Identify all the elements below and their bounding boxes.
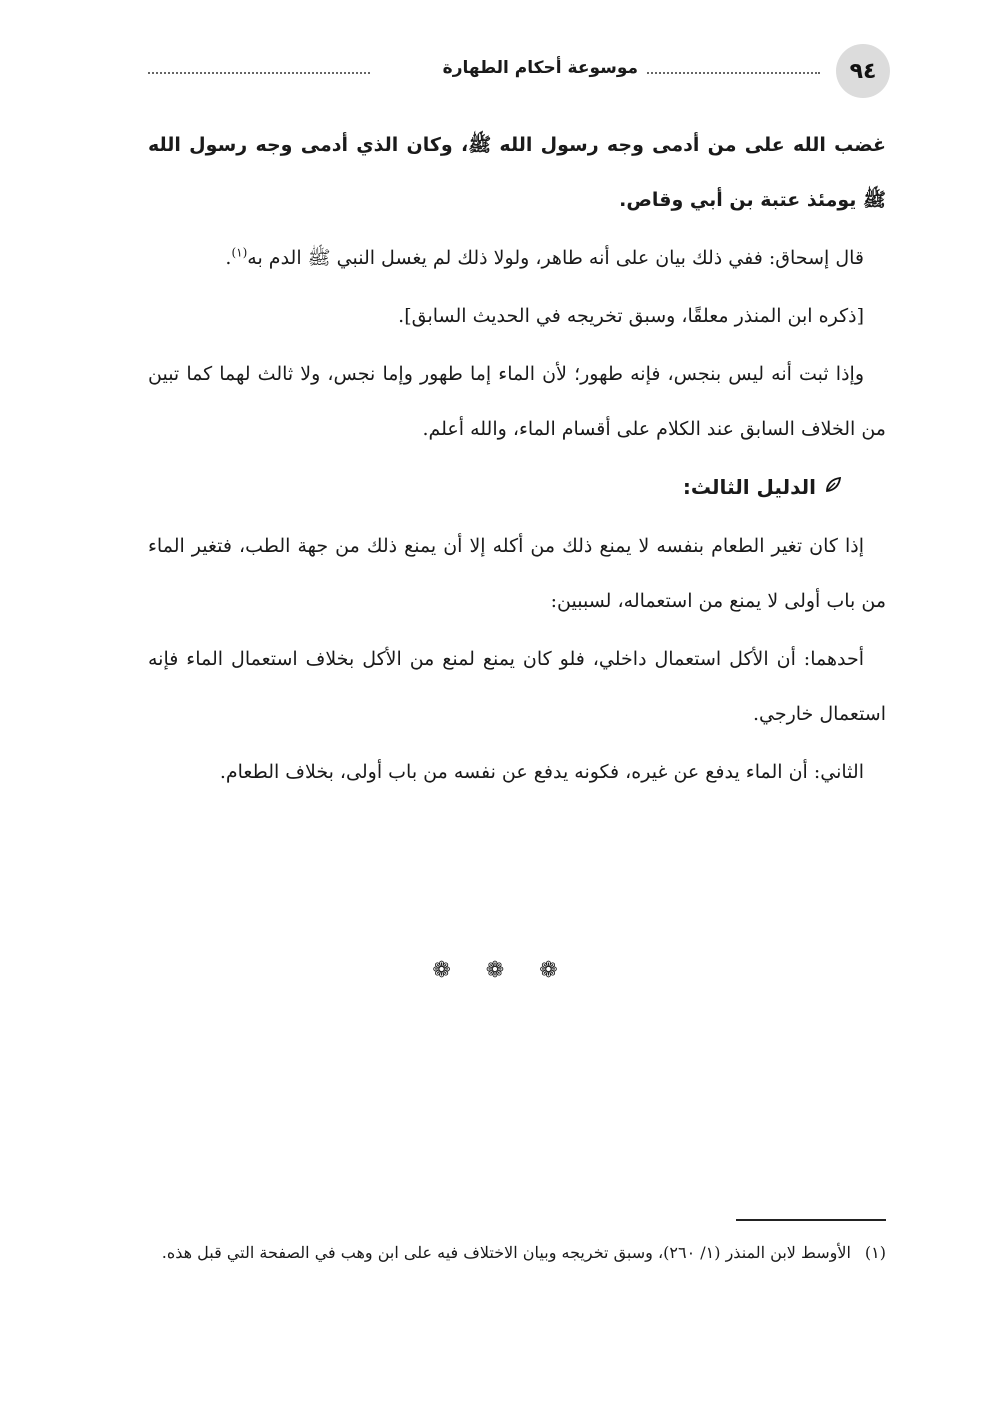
main-text (148, 118, 886, 803)
footnote-divider (736, 1219, 886, 1221)
running-header-title: موسوعة أحكام الطهارة (435, 58, 646, 78)
footnote-text: الأوسط لابن المنذر (١/ ٢٦٠)، وسبق تخريجه وبيان الاختلاف فيه على ابن وهب في الصفحة التي قبل هذه. (161, 1243, 851, 1262)
paragraph-4: وإذا ثبت أنه ليس بنجس، فإنه طهور؛ لأن الماء إما طهور وإما نجس، ولا ثالث لهما كما تبين من الخلاف السابق عند الكلام على أقسام الماء، والله أعلم. (148, 363, 886, 440)
paragraph-6: أحدهما: أن الأكل استعمال داخلي، فلو كان يمنع لمنع من الأكل بخلاف استعمال الماء فإنه استعمال خارجي. (148, 648, 886, 725)
header-dotted-rule-left (148, 72, 370, 74)
page-header (148, 44, 890, 98)
header-dotted-rule-right (644, 72, 820, 74)
footnote-number: (١) (864, 1243, 886, 1262)
paragraph-2-end: . (225, 247, 232, 269)
section-heading (148, 460, 886, 516)
paragraph-3-citation: [ذكره ابن المنذر معلقًا، وسبق تخريجه في الحديث السابق]. (398, 305, 864, 327)
paragraph-7: الثاني: أن الماء يدفع عن غيره، فكونه يدفع عن نفسه من باب أولى، بخلاف الطعام. (219, 761, 864, 783)
footnote-marker[interactable]: (١) (231, 245, 248, 260)
paragraph-2 (148, 231, 886, 286)
paragraph-2-text: قال إسحاق: ففي ذلك بيان على أنه طاهر، ولولا ذلك لم يغسل النبي ﷺ الدم به (247, 247, 864, 269)
section-heading-text: الدليل الثالث: (682, 475, 816, 499)
leaf-ornament-icon (824, 461, 864, 516)
section-separator-ornament: ❁ ❁ ❁ (432, 958, 572, 983)
paragraph-5: إذا كان تغير الطعام بنفسه لا يمنع ذلك من أكله إلا أن يمنع ذلك من جهة الطب، فتغير الماء من باب أولى لا يمنع من استعماله، لسببين: (148, 535, 886, 612)
footnote (148, 1236, 886, 1270)
page-number-badge: ٩٤ (836, 44, 890, 98)
paragraph-1: غضب الله على من أدمى وجه رسول الله ﷺ، وكان الذي أدمى وجه رسول الله ﷺ يومئذ عتبة بن أبي وقاص. (148, 134, 886, 211)
